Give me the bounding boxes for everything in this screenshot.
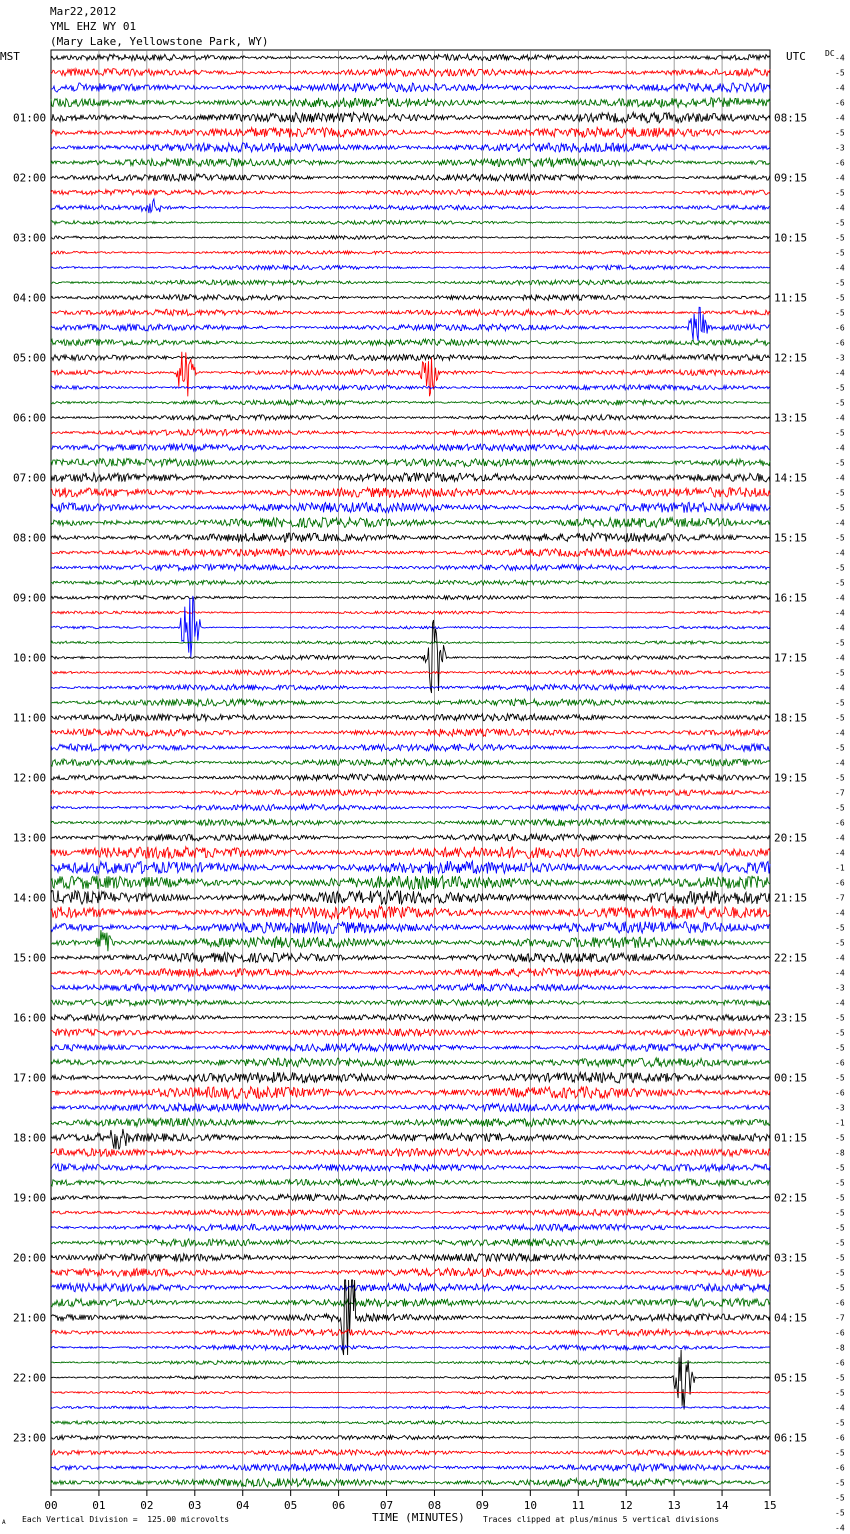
trace-line (51, 459, 770, 467)
dc-offset-label: -4 (835, 608, 845, 618)
trace-line (51, 953, 770, 963)
left-hour-label: 11:00 (13, 711, 47, 725)
dc-offset-label: -5 (835, 1178, 845, 1188)
dc-offset-label: -4 (835, 683, 845, 693)
trace-line (51, 1283, 770, 1291)
dc-offset-label: -6 (835, 98, 845, 108)
dc-offset-label: -5 (835, 1043, 845, 1053)
dc-offset-label: -4 (835, 728, 845, 738)
right-hour-label: 14:15 (774, 471, 808, 485)
dc-offset-label: -1 (835, 1118, 845, 1128)
dc-offset-label: -5 (835, 698, 845, 708)
trace-line (51, 352, 770, 397)
trace-line (51, 1450, 770, 1456)
dc-offset-label: -5 (835, 458, 845, 468)
trace-line (51, 744, 770, 751)
trace-line (51, 1194, 770, 1201)
trace-line (51, 1072, 770, 1083)
dc-offset-label: -4 (835, 173, 845, 183)
dc-offset-label: -4 (835, 548, 845, 558)
trace-line (51, 670, 770, 675)
dc-offset-label: -6 (835, 1298, 845, 1308)
left-hour-label: 10:00 (13, 651, 47, 665)
dc-offset-label: -4 (835, 1523, 845, 1533)
trace-line (51, 1224, 770, 1231)
dc-offset-label: -5 (835, 743, 845, 753)
dc-offset-label: -5 (835, 293, 845, 303)
dc-offset-label: -7 (835, 1313, 845, 1323)
trace-line (51, 98, 770, 108)
dc-offset-label: -6 (835, 818, 845, 828)
x-tick-label: 00 (44, 1499, 58, 1512)
dc-offset-label: -5 (835, 428, 845, 438)
dc-offset-label: -5 (835, 308, 845, 318)
right-hour-label: 19:15 (774, 771, 808, 785)
x-tick-label: 01 (92, 1499, 106, 1512)
trace-line (51, 819, 770, 825)
dc-offset-label: -4 (835, 908, 845, 918)
trace-line (51, 596, 770, 657)
left-hour-label: 04:00 (13, 291, 47, 305)
dc-offset-label: -4 (835, 113, 845, 123)
dc-offset-label: -3 (835, 983, 845, 993)
trace-line (51, 891, 770, 905)
dc-offset-label: -6 (835, 1463, 845, 1473)
trace-line (51, 930, 770, 951)
x-tick-label: 12 (619, 1499, 633, 1512)
dc-offset-label: -5 (835, 1448, 845, 1458)
dc-offset-label: -5 (835, 1193, 845, 1203)
trace-line (51, 906, 770, 919)
trace-line (51, 834, 770, 841)
x-tick-label: 04 (236, 1499, 250, 1512)
trace-line (51, 1280, 770, 1355)
trace-line (51, 158, 770, 167)
right-hour-label: 02:15 (774, 1191, 808, 1205)
left-hour-label: 20:00 (13, 1251, 47, 1265)
dc-offset-label: -6 (835, 1358, 845, 1368)
dc-offset-label: -4 (835, 998, 845, 1008)
dc-offset-label: -4 (835, 653, 845, 663)
trace-line (51, 199, 770, 213)
left-hour-label: 08:00 (13, 531, 47, 545)
station-code: YML EHZ WY 01 (50, 20, 137, 33)
dc-offset-label: -5 (835, 248, 845, 258)
trace-line (51, 1350, 770, 1410)
x-tick-label: 10 (523, 1499, 537, 1512)
dc-offset-label: -5 (835, 1163, 845, 1173)
dc-offset-label: -4 (835, 953, 845, 963)
dc-offset-label: -5 (835, 68, 845, 78)
left-hour-label: 22:00 (13, 1371, 47, 1385)
dc-offset-label: -5 (835, 128, 845, 138)
trace-line (51, 1164, 770, 1171)
left-hour-label: 09:00 (13, 591, 47, 605)
right-hour-label: 08:15 (774, 111, 808, 125)
dc-offset-label: -5 (835, 1073, 845, 1083)
trace-line (51, 596, 770, 600)
trace-line (51, 1435, 770, 1439)
right-hour-label: 10:15 (774, 231, 808, 245)
dc-offset-label: -4 (835, 833, 845, 843)
trace-line (51, 1478, 770, 1486)
trace-line (51, 174, 770, 181)
left-hour-label: 07:00 (13, 471, 47, 485)
trace-line (51, 295, 770, 301)
dc-offset-label: -4 (835, 368, 845, 378)
trace-line (51, 143, 770, 153)
trace-line (51, 69, 770, 77)
dc-offset-label: -4 (835, 83, 845, 93)
trace-line (51, 265, 770, 269)
dc-offset-label: -5 (835, 1493, 845, 1503)
dc-offset-label: -5 (835, 563, 845, 573)
dc-offset-label: -6 (835, 1433, 845, 1443)
left-hour-label: 23:00 (13, 1431, 47, 1445)
dc-offset-label: -4 (835, 53, 845, 63)
right-hour-label: 11:15 (774, 291, 808, 305)
dc-offset-label: -6 (835, 1328, 845, 1338)
right-hour-label: 09:15 (774, 171, 808, 185)
trace-line (51, 502, 770, 512)
right-hour-label: 20:15 (774, 831, 808, 845)
left-hour-label: 06:00 (13, 411, 47, 425)
trace-line (51, 385, 770, 390)
trace-line (51, 714, 770, 721)
trace-line (51, 1268, 770, 1276)
trace-line (51, 999, 770, 1006)
right-hour-label: 05:15 (774, 1371, 808, 1385)
trace-line (51, 549, 770, 557)
trace-line (51, 699, 770, 706)
right-hour-label: 13:15 (774, 411, 808, 425)
right-hour-label: 12:15 (774, 351, 808, 365)
left-hour-label: 05:00 (13, 351, 47, 365)
left-hour-label: 01:00 (13, 111, 47, 125)
dc-offset-label: -5 (835, 1133, 845, 1143)
trace-line (51, 354, 770, 360)
dc-offset-label: -7 (835, 893, 845, 903)
trace-line (51, 112, 770, 123)
trace-line (51, 1179, 770, 1186)
trace-line (51, 1361, 770, 1365)
dc-label: DC (825, 49, 835, 58)
trace-line (51, 564, 770, 570)
dc-offset-label: -6 (835, 1058, 845, 1068)
dc-offset-label: -5 (835, 1268, 845, 1278)
dc-offset-label: -5 (835, 383, 845, 393)
dc-offset-label: -7 (835, 788, 845, 798)
dc-offset-label: -4 (835, 593, 845, 603)
trace-line (51, 620, 770, 693)
trace-line (51, 580, 770, 585)
right-hour-label: 18:15 (774, 711, 808, 725)
dc-offset-label: -4 (835, 473, 845, 483)
dc-offset-label: -6 (835, 158, 845, 168)
x-tick-label: 14 (715, 1499, 729, 1512)
trace-line (51, 127, 770, 138)
dc-offset-label: -4 (835, 758, 845, 768)
trace-line (51, 1299, 770, 1307)
left-hour-label: 14:00 (13, 891, 47, 905)
trace-line (51, 759, 770, 766)
trace-line (51, 339, 770, 346)
trace-line (51, 876, 770, 890)
dc-offset-label: -5 (835, 1223, 845, 1233)
trace-line (51, 1029, 770, 1036)
left-hour-label: 02:00 (13, 171, 47, 185)
dc-offset-label: -5 (835, 533, 845, 543)
trace-line (51, 400, 770, 405)
scale-note: Each Vertical Division = 125.00 microvolts (22, 1515, 230, 1524)
dc-offset-label: -3 (835, 1103, 845, 1113)
trace-line (51, 190, 770, 196)
dc-offset-label: -5 (835, 1253, 845, 1263)
trace-line (51, 847, 770, 859)
left-hour-label: 21:00 (13, 1311, 47, 1325)
trace-line (51, 968, 770, 977)
dc-offset-label: -5 (835, 1028, 845, 1038)
trace-line (51, 641, 770, 644)
clip-note: Traces clipped at plus/minus 5 vertical divisions (483, 1515, 720, 1524)
dc-offset-label: -4 (835, 1403, 845, 1413)
dc-offset-label: -5 (835, 398, 845, 408)
dc-offset-label: -4 (835, 518, 845, 528)
dc-offset-label: -5 (835, 1283, 845, 1293)
x-tick-label: 02 (140, 1499, 154, 1512)
trace-line (51, 236, 770, 240)
x-tick-label: 05 (284, 1499, 298, 1512)
trace-line (51, 1129, 770, 1150)
dc-offset-label: -5 (835, 278, 845, 288)
x-tick-label: 13 (667, 1499, 681, 1512)
trace-line (51, 611, 770, 614)
x-tick-label: 11 (571, 1499, 585, 1512)
trace-line (51, 473, 770, 482)
dc-offset-label: -5 (835, 1508, 845, 1518)
left-hour-label: 16:00 (13, 1011, 47, 1025)
trace-line (51, 533, 770, 542)
corner-mark: A (2, 1519, 6, 1526)
dc-offset-label: -5 (835, 1478, 845, 1488)
dc-offset-label: -4 (835, 623, 845, 633)
dc-offset-label: -6 (835, 323, 845, 333)
trace-line (51, 729, 770, 736)
dc-offset-label: -4 (835, 848, 845, 858)
left-hour-label: 19:00 (13, 1191, 47, 1205)
trace-line (51, 1118, 770, 1126)
dc-offset-label: -4 (835, 263, 845, 273)
left-hour-label: 13:00 (13, 831, 47, 845)
dc-offset-label: -5 (835, 503, 845, 513)
dc-offset-label: -6 (835, 1088, 845, 1098)
trace-line (51, 1254, 770, 1262)
trace-line (51, 83, 770, 92)
trace-line (51, 488, 770, 498)
trace-line (51, 1239, 770, 1246)
x-tick-label: 07 (379, 1499, 394, 1512)
x-tick-label: 06 (331, 1499, 346, 1512)
trace-line (51, 221, 770, 225)
dc-offset-label: -5 (835, 1418, 845, 1428)
trace-line (51, 684, 770, 690)
x-axis-title: TIME (MINUTES) (372, 1511, 465, 1524)
trace-line (51, 1464, 770, 1471)
right-hour-label: 16:15 (774, 591, 808, 605)
dc-offset-label: -6 (835, 878, 845, 888)
dc-offset-label: -4 (835, 968, 845, 978)
trace-line (51, 430, 770, 436)
dc-offset-label: -5 (835, 578, 845, 588)
dc-offset-label: -5 (835, 233, 845, 243)
trace-line (51, 1058, 770, 1067)
dc-offset-label: -8 (835, 1343, 845, 1353)
right-hour-label: 17:15 (774, 651, 808, 665)
dc-offset-label: -4 (835, 443, 845, 453)
trace-line (51, 1329, 770, 1335)
dc-offset-label: -4 (835, 203, 845, 213)
trace-line (51, 1015, 770, 1021)
dc-offset-label: -5 (835, 1013, 845, 1023)
plot-date: Mar22,2012 (50, 5, 117, 18)
x-tick-label: 03 (188, 1499, 202, 1512)
right-hour-label: 21:15 (774, 891, 808, 905)
right-hour-label: 06:15 (774, 1431, 808, 1445)
dc-offset-label: -6 (835, 338, 845, 348)
dc-offset-label: -1 (835, 863, 845, 873)
trace-line (51, 921, 770, 933)
trace-line (51, 774, 770, 780)
trace-line (51, 804, 770, 810)
x-tick-label: 15 (763, 1499, 777, 1512)
right-hour-label: 15:15 (774, 531, 808, 545)
trace-line (51, 518, 770, 528)
left-hour-label: 03:00 (13, 231, 47, 245)
right-axis-label: UTC (786, 50, 806, 63)
dc-offset-label: -5 (835, 1388, 845, 1398)
trace-line (51, 1103, 770, 1111)
x-tick-label: 08 (427, 1499, 442, 1512)
trace-line (51, 984, 770, 991)
dc-offset-label: -5 (835, 188, 845, 198)
right-hour-label: 04:15 (774, 1311, 808, 1325)
trace-line (51, 415, 770, 420)
dc-offset-label: -4 (835, 413, 845, 423)
trace-line (51, 54, 770, 60)
trace-line (51, 1406, 770, 1409)
right-hour-label: 22:15 (774, 951, 808, 965)
dc-offset-label: -3 (835, 353, 845, 363)
right-hour-label: 01:15 (774, 1131, 808, 1145)
station-location: (Mary Lake, Yellowstone Park, WY) (50, 35, 269, 48)
dc-offset-label: -5 (835, 938, 845, 948)
trace-line (51, 1149, 770, 1157)
left-axis-label: MST (0, 50, 20, 63)
left-hour-label: 18:00 (13, 1131, 47, 1145)
right-hour-label: 23:15 (774, 1011, 808, 1025)
dc-offset-label: -5 (835, 923, 845, 933)
dc-offset-label: -5 (835, 1208, 845, 1218)
trace-line (51, 280, 770, 285)
dc-offset-label: -5 (835, 638, 845, 648)
left-hour-label: 12:00 (13, 771, 47, 785)
trace-line (51, 1391, 770, 1393)
dc-offset-label: -8 (835, 1148, 845, 1158)
x-tick-label: 09 (475, 1499, 490, 1512)
dc-offset-label: -5 (835, 803, 845, 813)
dc-offset-label: -5 (835, 773, 845, 783)
trace-line (51, 1044, 770, 1052)
dc-offset-label: -5 (835, 488, 845, 498)
dc-offset-label: -5 (835, 218, 845, 228)
trace-line (51, 251, 770, 255)
trace-line (51, 444, 770, 451)
trace-line (51, 1421, 770, 1424)
trace-line (51, 1087, 770, 1099)
trace-line (51, 1209, 770, 1215)
dc-offset-label: -5 (835, 1373, 845, 1383)
dc-offset-label: -5 (835, 1238, 845, 1248)
right-hour-label: 03:15 (774, 1251, 808, 1265)
dc-offset-label: -3 (835, 143, 845, 153)
left-hour-label: 15:00 (13, 951, 47, 965)
trace-line (51, 861, 770, 874)
left-hour-label: 17:00 (13, 1071, 47, 1085)
trace-line (51, 309, 770, 316)
dc-offset-label: -5 (835, 668, 845, 678)
right-hour-label: 00:15 (774, 1071, 808, 1085)
trace-line (51, 789, 770, 795)
dc-offset-label: -5 (835, 713, 845, 723)
trace-line (51, 1345, 770, 1350)
